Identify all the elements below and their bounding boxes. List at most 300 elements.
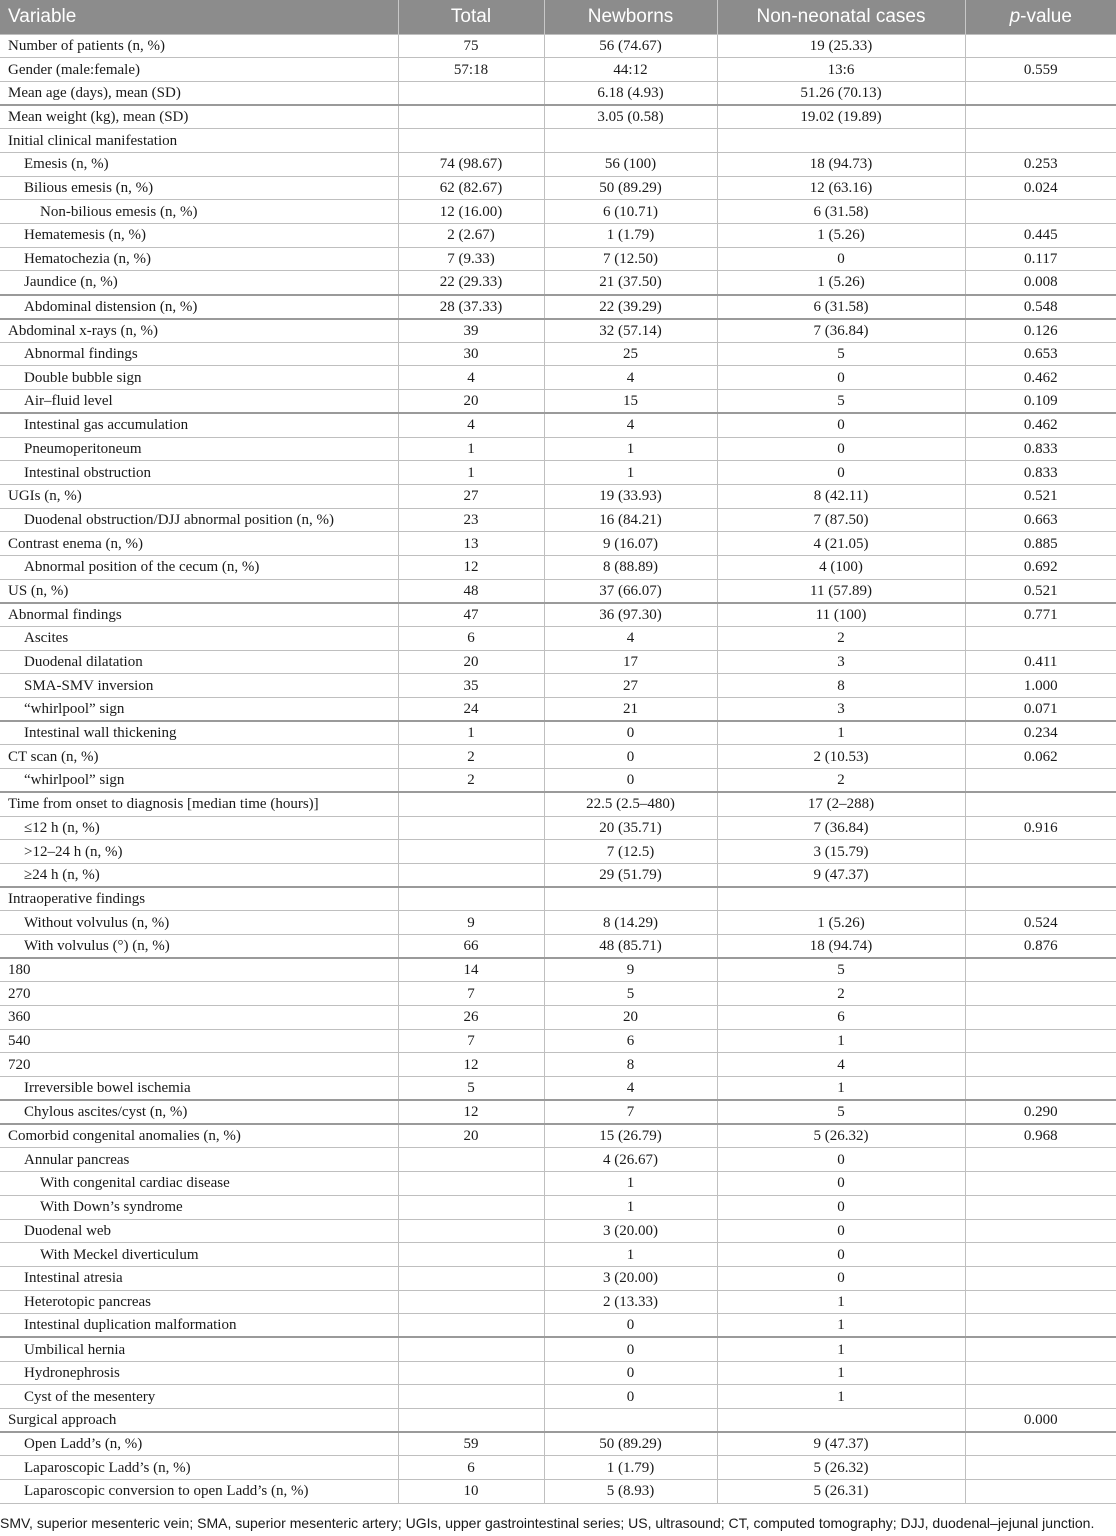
- cell-variable: With Meckel diverticulum: [0, 1243, 398, 1267]
- cell-non-neonatal: 0: [717, 1148, 965, 1172]
- cell-total: [398, 887, 544, 911]
- cell-total: 23: [398, 508, 544, 532]
- table-row: [0, 1195, 1116, 1219]
- cell-variable: Abdominal distension (n, %): [0, 295, 398, 319]
- cell-non-neonatal: 0: [717, 1266, 965, 1290]
- cell-p-value: 0.109: [965, 390, 1116, 414]
- cell-newborns: 0: [544, 1361, 717, 1385]
- cell-total: 59: [398, 1432, 544, 1456]
- cell-variable: Initial clinical manifestation: [0, 129, 398, 153]
- cell-newborns: [544, 887, 717, 911]
- cell-total: 9: [398, 911, 544, 935]
- cell-p-value: 0.876: [965, 934, 1116, 958]
- cell-p-value: 0.126: [965, 319, 1116, 343]
- cell-p-value: 0.885: [965, 532, 1116, 556]
- cell-p-value: 0.968: [965, 1124, 1116, 1148]
- cell-total: [398, 1409, 544, 1433]
- table-row: [0, 1100, 1116, 1124]
- cell-newborns: 22.5 (2.5–480): [544, 792, 717, 816]
- cell-newborns: 4: [544, 366, 717, 390]
- cell-total: [398, 1172, 544, 1196]
- cell-p-value: [965, 958, 1116, 982]
- cell-p-value: 0.916: [965, 816, 1116, 840]
- table-row: [0, 1361, 1116, 1385]
- table-row: [0, 769, 1116, 793]
- cell-total: 13: [398, 532, 544, 556]
- cell-total: 4: [398, 366, 544, 390]
- cell-p-value: 0.000: [965, 1409, 1116, 1433]
- cell-p-value: 0.833: [965, 461, 1116, 485]
- cell-variable: With volvulus (°) (n, %): [0, 934, 398, 958]
- cell-variable: Abnormal findings: [0, 342, 398, 366]
- cell-p-value: 0.008: [965, 271, 1116, 295]
- cell-variable: Chylous ascites/cyst (n, %): [0, 1100, 398, 1124]
- cell-total: [398, 129, 544, 153]
- cell-non-neonatal: 0: [717, 1195, 965, 1219]
- cell-non-neonatal: 5 (26.32): [717, 1124, 965, 1148]
- cell-p-value: 0.663: [965, 508, 1116, 532]
- cell-p-value: 0.062: [965, 745, 1116, 769]
- cell-p-value: [965, 1006, 1116, 1030]
- cell-newborns: 1: [544, 1243, 717, 1267]
- cell-newborns: 37 (66.07): [544, 579, 717, 603]
- cell-total: 57:18: [398, 58, 544, 82]
- cell-p-value: [965, 1243, 1116, 1267]
- cell-non-neonatal: 7 (36.84): [717, 816, 965, 840]
- cell-variable: Emesis (n, %): [0, 152, 398, 176]
- table-row: [0, 792, 1116, 816]
- cell-newborns: 0: [544, 769, 717, 793]
- cell-total: [398, 1243, 544, 1267]
- cell-variable: 540: [0, 1029, 398, 1053]
- cell-variable: Number of patients (n, %): [0, 34, 398, 58]
- cell-newborns: 1: [544, 1195, 717, 1219]
- cell-non-neonatal: 1 (5.26): [717, 271, 965, 295]
- cell-total: 5: [398, 1077, 544, 1101]
- cell-p-value: [965, 34, 1116, 58]
- cell-non-neonatal: 1: [717, 1361, 965, 1385]
- cell-newborns: 25: [544, 342, 717, 366]
- cell-variable: Intestinal wall thickening: [0, 721, 398, 745]
- cell-p-value: [965, 1219, 1116, 1243]
- cell-p-value: [965, 1361, 1116, 1385]
- cell-total: 27: [398, 484, 544, 508]
- cell-total: 62 (82.67): [398, 176, 544, 200]
- cell-variable: Heterotopic pancreas: [0, 1290, 398, 1314]
- cell-p-value: 0.521: [965, 579, 1116, 603]
- cell-non-neonatal: 0: [717, 366, 965, 390]
- cell-variable: 720: [0, 1053, 398, 1077]
- table-row: [0, 413, 1116, 437]
- cell-non-neonatal: [717, 1409, 965, 1433]
- cell-p-value: 0.071: [965, 698, 1116, 722]
- cell-non-neonatal: 1: [717, 721, 965, 745]
- table-row: [0, 1266, 1116, 1290]
- table-row: [0, 224, 1116, 248]
- table-row: [0, 1006, 1116, 1030]
- cell-non-neonatal: 5: [717, 958, 965, 982]
- cell-variable: Air–fluid level: [0, 390, 398, 414]
- cell-non-neonatal: 13:6: [717, 58, 965, 82]
- cell-newborns: 8 (14.29): [544, 911, 717, 935]
- table-row: [0, 721, 1116, 745]
- cell-variable: “whirlpool” sign: [0, 769, 398, 793]
- table-row: [0, 1432, 1116, 1456]
- cell-p-value: [965, 863, 1116, 887]
- cell-p-value: [965, 1432, 1116, 1456]
- cell-total: [398, 1361, 544, 1385]
- cell-p-value: [965, 1172, 1116, 1196]
- cell-variable: Intraoperative findings: [0, 887, 398, 911]
- cell-newborns: 4 (26.67): [544, 1148, 717, 1172]
- cell-newborns: [544, 129, 717, 153]
- cell-non-neonatal: 6 (31.58): [717, 200, 965, 224]
- cell-newborns: 6: [544, 1029, 717, 1053]
- cell-variable: 180: [0, 958, 398, 982]
- cell-variable: Abdominal x-rays (n, %): [0, 319, 398, 343]
- cell-variable: Umbilical hernia: [0, 1337, 398, 1361]
- cell-newborns: 1: [544, 461, 717, 485]
- table-row: [0, 1314, 1116, 1338]
- cell-p-value: 0.117: [965, 247, 1116, 271]
- cell-newborns: 17: [544, 650, 717, 674]
- cell-total: 12: [398, 1100, 544, 1124]
- table-row: [0, 152, 1116, 176]
- header-variable: Variable: [0, 0, 398, 34]
- cell-variable: US (n, %): [0, 579, 398, 603]
- cell-total: 2: [398, 769, 544, 793]
- table-row: [0, 1243, 1116, 1267]
- cell-non-neonatal: 5 (26.31): [717, 1480, 965, 1504]
- cell-total: [398, 840, 544, 864]
- cell-total: 6: [398, 1456, 544, 1480]
- cell-non-neonatal: 4: [717, 1053, 965, 1077]
- cell-p-value: 0.462: [965, 413, 1116, 437]
- cell-total: 2 (2.67): [398, 224, 544, 248]
- cell-non-neonatal: 1: [717, 1077, 965, 1101]
- cell-newborns: 48 (85.71): [544, 934, 717, 958]
- cell-p-value: 0.024: [965, 176, 1116, 200]
- cell-non-neonatal: 8 (42.11): [717, 484, 965, 508]
- cell-variable: Surgical approach: [0, 1409, 398, 1433]
- cell-variable: Irreversible bowel ischemia: [0, 1077, 398, 1101]
- cell-variable: >12–24 h (n, %): [0, 840, 398, 864]
- table-row: [0, 1456, 1116, 1480]
- cell-newborns: 4: [544, 627, 717, 651]
- table-row: [0, 508, 1116, 532]
- cell-p-value: [965, 1077, 1116, 1101]
- cell-non-neonatal: 17 (2–288): [717, 792, 965, 816]
- cell-newborns: 3 (20.00): [544, 1219, 717, 1243]
- cell-non-neonatal: 5 (26.32): [717, 1456, 965, 1480]
- cell-p-value: 0.234: [965, 721, 1116, 745]
- table-row: [0, 1219, 1116, 1243]
- table-row: [0, 674, 1116, 698]
- table-row: [0, 176, 1116, 200]
- cell-newborns: 32 (57.14): [544, 319, 717, 343]
- cell-variable: With Down’s syndrome: [0, 1195, 398, 1219]
- table-row: [0, 934, 1116, 958]
- cell-non-neonatal: 2 (10.53): [717, 745, 965, 769]
- table-row: [0, 1172, 1116, 1196]
- cell-newborns: 36 (97.30): [544, 603, 717, 627]
- cell-non-neonatal: 3: [717, 698, 965, 722]
- cell-non-neonatal: 7 (87.50): [717, 508, 965, 532]
- cell-total: 20: [398, 390, 544, 414]
- cell-variable: Mean weight (kg), mean (SD): [0, 105, 398, 129]
- cell-newborns: 5: [544, 982, 717, 1006]
- cell-total: [398, 792, 544, 816]
- cell-variable: Intestinal obstruction: [0, 461, 398, 485]
- cell-non-neonatal: 8: [717, 674, 965, 698]
- cell-p-value: 0.445: [965, 224, 1116, 248]
- cell-non-neonatal: 0: [717, 461, 965, 485]
- cell-total: 14: [398, 958, 544, 982]
- cell-non-neonatal: 9 (47.37): [717, 863, 965, 887]
- table-row: [0, 129, 1116, 153]
- cell-newborns: 44:12: [544, 58, 717, 82]
- table-row: [0, 34, 1116, 58]
- cell-variable: Laparoscopic Ladd’s (n, %): [0, 1456, 398, 1480]
- cell-variable: Bilious emesis (n, %): [0, 176, 398, 200]
- cell-non-neonatal: 6: [717, 1006, 965, 1030]
- cell-non-neonatal: 9 (47.37): [717, 1432, 965, 1456]
- cell-non-neonatal: 19.02 (19.89): [717, 105, 965, 129]
- cell-newborns: 0: [544, 1337, 717, 1361]
- cell-p-value: [965, 1053, 1116, 1077]
- cell-newborns: 21: [544, 698, 717, 722]
- cell-variable: Without volvulus (n, %): [0, 911, 398, 935]
- cell-total: [398, 1195, 544, 1219]
- cell-non-neonatal: 0: [717, 1219, 965, 1243]
- cell-newborns: 50 (89.29): [544, 1432, 717, 1456]
- cell-p-value: [965, 81, 1116, 105]
- cell-total: [398, 1290, 544, 1314]
- cell-p-value: [965, 1314, 1116, 1338]
- cell-newborns: 8: [544, 1053, 717, 1077]
- cell-non-neonatal: 7 (36.84): [717, 319, 965, 343]
- cell-variable: Non-bilious emesis (n, %): [0, 200, 398, 224]
- table-row: [0, 1029, 1116, 1053]
- table-row: [0, 58, 1116, 82]
- cell-non-neonatal: 2: [717, 982, 965, 1006]
- table-row: [0, 532, 1116, 556]
- cell-non-neonatal: 0: [717, 1172, 965, 1196]
- cell-non-neonatal: 11 (100): [717, 603, 965, 627]
- header-total: Total: [398, 0, 544, 34]
- cell-variable: Abnormal findings: [0, 603, 398, 627]
- cell-total: 2: [398, 745, 544, 769]
- cell-total: [398, 1148, 544, 1172]
- cell-non-neonatal: 3 (15.79): [717, 840, 965, 864]
- cell-variable: Comorbid congenital anomalies (n, %): [0, 1124, 398, 1148]
- table-row: [0, 603, 1116, 627]
- table-footnote: SMV, superior mesenteric vein; SMA, superior mesenteric artery; UGIs, upper gastrointestinal series; US, ultrasound; CT, computed tomography; DJJ, duodenal–jejunal junction.: [0, 1515, 1095, 1531]
- cell-p-value: 0.548: [965, 295, 1116, 319]
- cell-newborns: 19 (33.93): [544, 484, 717, 508]
- cell-p-value: 0.833: [965, 437, 1116, 461]
- cell-variable: Time from onset to diagnosis [median time (hours)]: [0, 792, 398, 816]
- cell-variable: ≥24 h (n, %): [0, 863, 398, 887]
- cell-newborns: 29 (51.79): [544, 863, 717, 887]
- cell-total: 20: [398, 1124, 544, 1148]
- cell-variable: Annular pancreas: [0, 1148, 398, 1172]
- cell-non-neonatal: 1: [717, 1290, 965, 1314]
- cell-newborns: 1 (1.79): [544, 224, 717, 248]
- table-row: [0, 319, 1116, 343]
- cell-newborns: 15 (26.79): [544, 1124, 717, 1148]
- cell-newborns: 22 (39.29): [544, 295, 717, 319]
- cell-p-value: 0.521: [965, 484, 1116, 508]
- cell-newborns: 50 (89.29): [544, 176, 717, 200]
- cell-p-value: 0.771: [965, 603, 1116, 627]
- cell-newborns: 3 (20.00): [544, 1266, 717, 1290]
- cell-newborns: 9 (16.07): [544, 532, 717, 556]
- cell-total: 28 (37.33): [398, 295, 544, 319]
- cell-variable: Duodenal dilatation: [0, 650, 398, 674]
- table-row: [0, 1385, 1116, 1409]
- table-row: [0, 555, 1116, 579]
- cell-total: 4: [398, 413, 544, 437]
- cell-p-value: [965, 627, 1116, 651]
- cell-total: [398, 1219, 544, 1243]
- cell-total: 75: [398, 34, 544, 58]
- cell-variable: With congenital cardiac disease: [0, 1172, 398, 1196]
- cell-total: 7: [398, 1029, 544, 1053]
- cell-variable: Laparoscopic conversion to open Ladd’s (n, %): [0, 1480, 398, 1504]
- cell-newborns: 0: [544, 1385, 717, 1409]
- cell-p-value: [965, 200, 1116, 224]
- cell-variable: 360: [0, 1006, 398, 1030]
- cell-total: [398, 1266, 544, 1290]
- table-row: [0, 579, 1116, 603]
- cell-p-value: 0.524: [965, 911, 1116, 935]
- table-row: [0, 1409, 1116, 1433]
- cell-non-neonatal: 0: [717, 1243, 965, 1267]
- cell-non-neonatal: [717, 887, 965, 911]
- cell-total: [398, 1337, 544, 1361]
- table-row: [0, 295, 1116, 319]
- cell-non-neonatal: 0: [717, 247, 965, 271]
- cell-non-neonatal: 1: [717, 1385, 965, 1409]
- cell-total: 30: [398, 342, 544, 366]
- cell-p-value: [965, 792, 1116, 816]
- cell-newborns: 16 (84.21): [544, 508, 717, 532]
- cell-non-neonatal: 51.26 (70.13): [717, 81, 965, 105]
- cell-p-value: 0.559: [965, 58, 1116, 82]
- table-row: [0, 958, 1116, 982]
- table-row: [0, 484, 1116, 508]
- cell-p-value: 0.290: [965, 1100, 1116, 1124]
- cell-newborns: 6 (10.71): [544, 200, 717, 224]
- table-row: [0, 105, 1116, 129]
- cell-p-value: [965, 1480, 1116, 1504]
- cell-variable: Mean age (days), mean (SD): [0, 81, 398, 105]
- cell-variable: Duodenal web: [0, 1219, 398, 1243]
- cell-p-value: [965, 1456, 1116, 1480]
- cell-non-neonatal: 4 (21.05): [717, 532, 965, 556]
- table-row: [0, 1148, 1116, 1172]
- cell-p-value: [965, 1266, 1116, 1290]
- cell-total: 26: [398, 1006, 544, 1030]
- cell-total: 24: [398, 698, 544, 722]
- table-row: [0, 627, 1116, 651]
- cell-total: [398, 1314, 544, 1338]
- cell-variable: Hydronephrosis: [0, 1361, 398, 1385]
- cell-newborns: 0: [544, 1314, 717, 1338]
- cell-variable: Intestinal gas accumulation: [0, 413, 398, 437]
- cell-non-neonatal: 0: [717, 413, 965, 437]
- cell-non-neonatal: 12 (63.16): [717, 176, 965, 200]
- header-non-neonatal: Non-neonatal cases: [717, 0, 965, 34]
- cell-non-neonatal: 6 (31.58): [717, 295, 965, 319]
- cell-newborns: 1: [544, 437, 717, 461]
- cell-variable: Ascites: [0, 627, 398, 651]
- cell-non-neonatal: 1 (5.26): [717, 224, 965, 248]
- cell-variable: ≤12 h (n, %): [0, 816, 398, 840]
- cell-p-value: 0.692: [965, 555, 1116, 579]
- cell-newborns: 3.05 (0.58): [544, 105, 717, 129]
- table-body: [0, 34, 1116, 1503]
- cell-total: 22 (29.33): [398, 271, 544, 295]
- table-row: [0, 81, 1116, 105]
- table-row: [0, 982, 1116, 1006]
- cell-newborns: 15: [544, 390, 717, 414]
- header-newborns: Newborns: [544, 0, 717, 34]
- table-row: [0, 247, 1116, 271]
- cell-newborns: 27: [544, 674, 717, 698]
- table-row: [0, 863, 1116, 887]
- cell-newborns: 20 (35.71): [544, 816, 717, 840]
- cell-p-value: [965, 1029, 1116, 1053]
- cell-newborns: 0: [544, 721, 717, 745]
- cell-total: 7: [398, 982, 544, 1006]
- cell-p-value: [965, 1385, 1116, 1409]
- cell-newborns: 1: [544, 1172, 717, 1196]
- cell-variable: SMA-SMV inversion: [0, 674, 398, 698]
- table-row: [0, 1124, 1116, 1148]
- cell-variable: Hematemesis (n, %): [0, 224, 398, 248]
- cell-non-neonatal: 2: [717, 627, 965, 651]
- cell-p-value: [965, 1195, 1116, 1219]
- cell-variable: Abnormal position of the cecum (n, %): [0, 555, 398, 579]
- table-row: [0, 1337, 1116, 1361]
- cell-variable: UGIs (n, %): [0, 484, 398, 508]
- cell-total: 47: [398, 603, 544, 627]
- cell-newborns: 4: [544, 413, 717, 437]
- cell-total: 39: [398, 319, 544, 343]
- cell-variable: Double bubble sign: [0, 366, 398, 390]
- cell-newborns: 0: [544, 745, 717, 769]
- table-row: [0, 745, 1116, 769]
- table-row: [0, 840, 1116, 864]
- cell-total: 12: [398, 1053, 544, 1077]
- table-row: [0, 650, 1116, 674]
- cell-newborns: 56 (74.67): [544, 34, 717, 58]
- table-row: [0, 1077, 1116, 1101]
- table-row: [0, 342, 1116, 366]
- cell-newborns: 7: [544, 1100, 717, 1124]
- cell-total: 6: [398, 627, 544, 651]
- cell-newborns: 21 (37.50): [544, 271, 717, 295]
- cell-p-value: [965, 105, 1116, 129]
- table-row: [0, 816, 1116, 840]
- cell-p-value: 0.253: [965, 152, 1116, 176]
- cell-non-neonatal: 0: [717, 437, 965, 461]
- cell-newborns: [544, 1409, 717, 1433]
- table-row: [0, 1480, 1116, 1504]
- cell-p-value: [965, 887, 1116, 911]
